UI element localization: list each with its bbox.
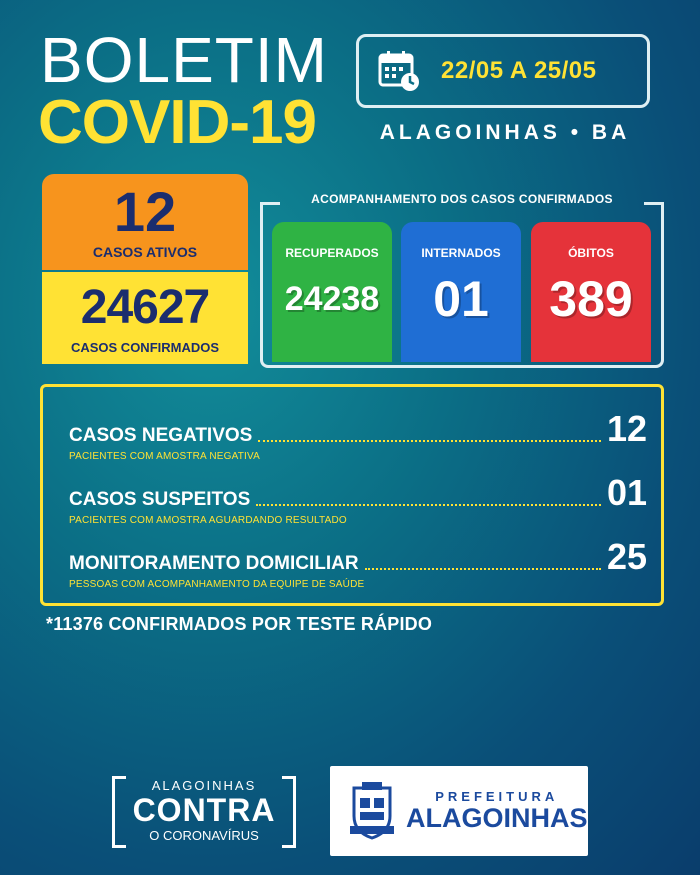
title-boletim: BOLETIM [40,24,328,96]
date-box [356,34,650,108]
detail-row-suspect [69,472,647,526]
campaign-line3: O CORONAVÍRUS [149,828,259,843]
calendar-icon [377,49,421,93]
prefeitura-line2: ALAGOINHAS [406,802,588,833]
confirmed-cases-value: 24627 [80,281,210,334]
prefeitura-line1: PREFEITURA [435,788,559,804]
detail-title: CASOS SUSPEITOS [69,489,251,510]
dotted-leader [256,504,601,506]
confirmed-cases-card [42,272,248,364]
campaign-logo [112,776,296,848]
prefeitura-logo [330,766,588,856]
active-cases-value: 12 [113,180,177,243]
detail-value: 01 [606,472,647,513]
detail-subtitle: PESSOAS COM ACOMPANHAMENTO DA EQUIPE DE SAÚDE [69,579,365,590]
detail-row-home-monitoring [69,536,647,590]
rapid-test-note: *11376 CONFIRMADOS POR TESTE RÁPIDO [46,614,433,634]
detail-title: CASOS NEGATIVOS [69,425,253,446]
recovered-value: 24238 [284,280,380,318]
active-cases-card [42,174,248,270]
detail-title: MONITORAMENTO DOMICILIAR [69,553,359,574]
deaths-card [531,222,651,362]
hospitalized-label: INTERNADOS [421,246,501,260]
city-crest-icon [348,780,396,842]
date-range: 22/05 A 25/05 [441,57,597,84]
detail-value: 25 [606,536,647,577]
campaign-line2: CONTRA [132,792,276,828]
details-box [40,384,664,606]
detail-subtitle: PACIENTES COM AMOSTRA NEGATIVA [69,451,261,462]
detail-value: 12 [606,408,647,449]
hospitalized-value: 01 [433,271,489,327]
active-cases-label: CASOS ATIVOS [92,244,198,260]
recovered-card [272,222,392,362]
dotted-leader [258,440,601,442]
campaign-line1: ALAGOINHAS [151,778,257,793]
recovered-label: RECUPERADOS [285,246,379,260]
dotted-leader [365,568,601,570]
tracking-title: ACOMPANHAMENTO DOS CASOS CONFIRMADOS [311,192,613,206]
deaths-value: 389 [549,271,633,327]
detail-subtitle: PACIENTES COM AMOSTRA AGUARDANDO RESULTADO [69,515,347,526]
location-label: ALAGOINHAS • BA [379,121,631,144]
detail-row-negative [69,408,647,462]
confirmed-cases-label: CASOS CONFIRMADOS [70,340,220,355]
hospitalized-card [401,222,521,362]
title-covid: COVID-19 [38,88,316,157]
deaths-label: ÓBITOS [568,246,614,260]
